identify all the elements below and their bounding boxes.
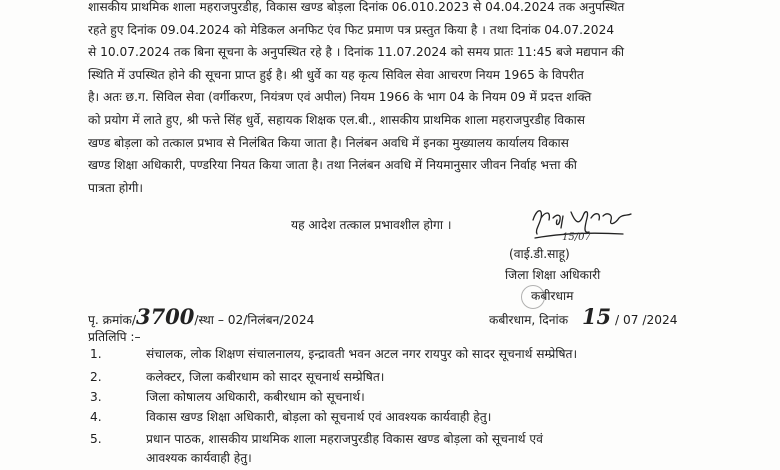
- order-effective-text: यह आदेश तत्काल प्रभावशील होगा ।: [291, 218, 452, 232]
- signatory-title: जिला शिक्षा अधिकारी: [505, 268, 601, 282]
- copy-to-item-number: 5.: [90, 432, 102, 446]
- date-rest: / 07 /2024: [615, 313, 678, 327]
- copy-to-item-number: 3.: [90, 390, 102, 404]
- paragraph-line: शासकीय प्राथमिक शाला महराजपुरडीह, विकास खण्ड बोड़ला दिनांक 06.010.2023 से 04.04.2024 तक अनुपस्थित: [88, 0, 625, 14]
- reference-number: 3700: [135, 304, 195, 329]
- order-body-paragraph: [88, 0, 700, 199]
- signatory-place: कबीरधाम: [531, 289, 574, 303]
- copy-to-item-text: [146, 408, 706, 427]
- copy-to-item-line: जिला कोषालय अधिकारी, कबीरधाम को सूचनार्थ।: [146, 390, 365, 404]
- copy-to-item-number: 2.: [90, 370, 102, 384]
- reference-prefix: पृ. क्रमांक/: [88, 313, 136, 327]
- reference-date: [489, 304, 678, 329]
- copy-to-heading: प्रतिलिपि :–: [88, 330, 141, 344]
- date-day: 15: [581, 304, 612, 329]
- copy-to-item-number: 1.: [90, 347, 102, 361]
- paragraph-line: को प्रयोग में लाते हुए, श्री फत्ते सिंह धुर्वे, सहायक शिक्षक एल.बी., शासकीय प्राथमिक शाला महराजपुरडीह विकास: [88, 112, 585, 127]
- signatory-name: (वाई.डी.साहू): [509, 247, 570, 261]
- signature-date: 15/07: [562, 232, 591, 243]
- paragraph-line: से 10.07.2024 तक बिना सूचना के अनुपस्थित रहे है । दिनांक 11.07.2024 को समय प्रातः 11:45 बजे मद्यपान की: [88, 45, 625, 60]
- reference-suffix: /स्था – 02/निलंबन/2024: [194, 313, 315, 327]
- paragraph-line: खण्ड बोड़ला को तत्काल प्रभाव से निलंबित किया जाता है। निलंबन अवधि में इनका मुख्यालय कार्यालय विकास: [88, 135, 569, 150]
- paragraph-line: खण्ड शिक्षा अधिकारी, पण्डरिया नियत किया जाता है। तथा निलंबन अवधि में नियमानुसार जीवन निर्वाह भत्ता की: [88, 158, 577, 173]
- copy-to-item-text: [146, 368, 706, 387]
- copy-to-item-text: [146, 345, 706, 364]
- paragraph-line: स्थिति में उपस्थित होने की सूचना प्राप्त हुई है। श्री धुर्वे का यह कृत्य सिविल सेवा आचरण नियम 1965 के विपरीत: [88, 67, 584, 82]
- copy-to-item-line: आवश्यक कार्यवाही हेतु।: [146, 451, 252, 465]
- copy-to-item-text: [146, 388, 706, 407]
- paragraph-line: रहते हुए दिनांक 09.04.2024 को मेडिकल अनफिट एंव फिट प्रमाण पत्र प्रस्तुत किया है । तथा दिनांक 04.07.2024: [88, 22, 615, 37]
- copy-to-item-number: 4.: [90, 410, 102, 424]
- copy-to-item-line: प्रधान पाठक, शासकीय प्राथमिक शाला महराजपुरडीह विकास खण्ड बोड़ला को सूचनार्थ एवं: [146, 432, 543, 446]
- date-label: कबीरधाम, दिनांक: [489, 313, 569, 327]
- copy-to-item-line: कलेक्टर, जिला कबीरधाम को सादर सूचनार्थ सम्प्रेषित।: [146, 370, 385, 384]
- paragraph-line: पात्रता होगी।: [88, 180, 144, 195]
- copy-to-item-line: संचालक, लोक शिक्षण संचालनालय, इन्द्रावती भवन अटल नगर रायपुर को सादर सूचनार्थ सम्प्रेषित।: [146, 347, 578, 361]
- seal-mark: [521, 285, 545, 309]
- copy-to-item-text: [146, 430, 706, 468]
- copy-to-item-line: विकास खण्ड शिक्षा अधिकारी, बोड़ला को सूचनार्थ एवं आवश्यक कार्यवाही हेतु।: [146, 410, 492, 424]
- paragraph-line: है। अतः छ.ग. सिविल सेवा (वर्गीकरण, नियंत्रण एवं अपील) नियम 1966 के भाग 04 के नियम 09 में प्रदत्त शक्ति: [88, 90, 592, 105]
